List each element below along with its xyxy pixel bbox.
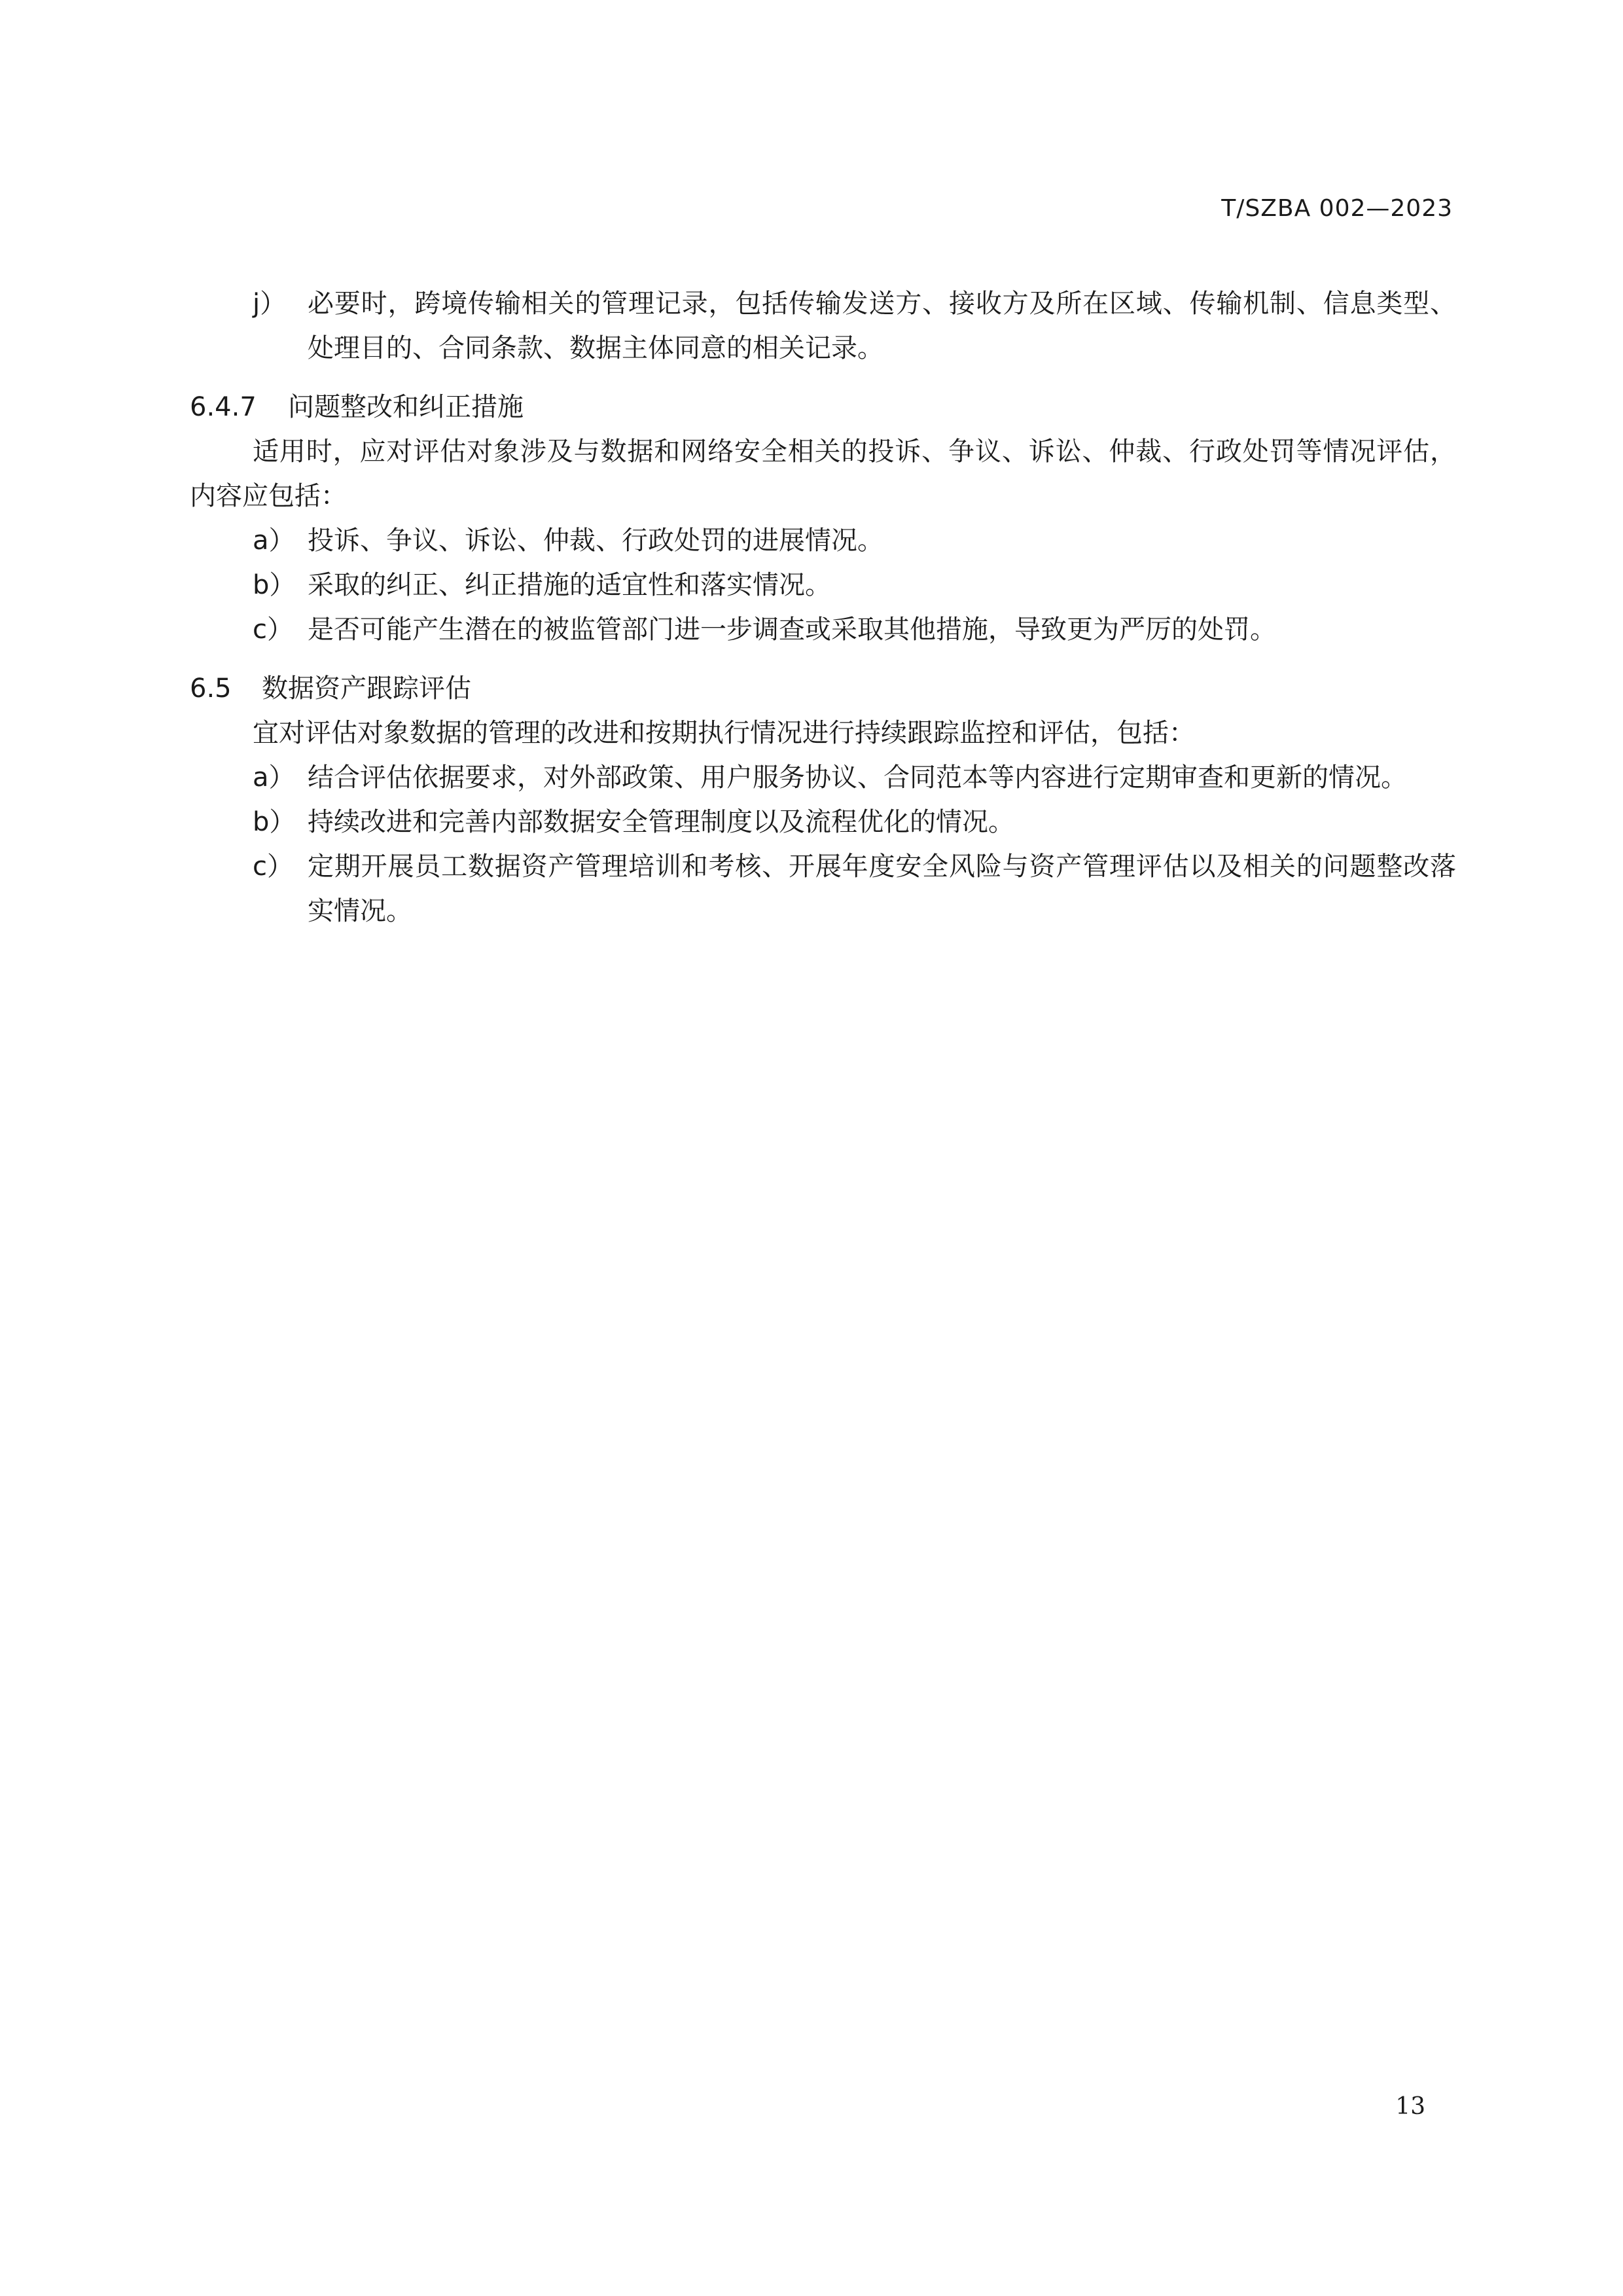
section-number: 6.5 <box>190 673 232 704</box>
list-item-label: b） <box>253 807 296 837</box>
list-item <box>190 563 1456 607</box>
list-item-label: c） <box>253 852 293 882</box>
list-item-text: 定期开展员工数据资产管理培训和考核、开展年度安全风险与资产管理评估以及相关的问题整改落实情况。 <box>308 852 1456 926</box>
list-item-j <box>190 281 1456 370</box>
section-title: 问题整改和纠正措施 <box>288 392 524 422</box>
page-number: 13 <box>1395 2093 1425 2120</box>
list-item-text: 必要时，跨境传输相关的管理记录，包括传输发送方、接收方及所在区域、传输机制、信息类型、处理目的、合同条款、数据主体同意的相关记录。 <box>308 289 1456 363</box>
list-item-text: 采取的纠正、纠正措施的适宜性和落实情况。 <box>308 570 831 600</box>
section-number: 6.4.7 <box>190 392 257 422</box>
section-intro: 适用时，应对评估对象涉及与数据和网络安全相关的投诉、争议、诉讼、仲裁、行政处罚等情况评估，内容应包括： <box>190 437 1456 511</box>
list-item <box>190 755 1456 800</box>
list-item-text: 是否可能产生潜在的被监管部门进一步调查或采取其他措施，导致更为严厉的处罚。 <box>308 615 1276 645</box>
section-title: 数据资产跟踪评估 <box>262 673 471 704</box>
standard-code: T/SZBA 002—2023 <box>1221 195 1453 222</box>
list-item <box>190 518 1456 563</box>
list-item <box>190 607 1456 652</box>
list-item-text: 结合评估依据要求，对外部政策、用户服务协议、合同范本等内容进行定期审查和更新的情况。 <box>308 762 1407 793</box>
list-item <box>190 844 1456 933</box>
section-heading-6-4-7 <box>190 385 1456 429</box>
list-item-label: j） <box>253 289 287 319</box>
list-item-label: a） <box>253 762 295 793</box>
list-item-label: c） <box>253 615 293 645</box>
section-intro: 宜对评估对象数据的管理的改进和按期执行情况进行持续跟踪监控和评估，包括： <box>253 718 1195 748</box>
list-item-text: 投诉、争议、诉讼、仲裁、行政处罚的进展情况。 <box>308 526 883 556</box>
list-item-label: a） <box>253 526 295 556</box>
list-item-text: 持续改进和完善内部数据安全管理制度以及流程优化的情况。 <box>308 807 1014 837</box>
list-item <box>190 800 1456 844</box>
section-heading-6-5 <box>190 666 1456 711</box>
list-item-label: b） <box>253 570 296 600</box>
document-body <box>190 281 1456 933</box>
